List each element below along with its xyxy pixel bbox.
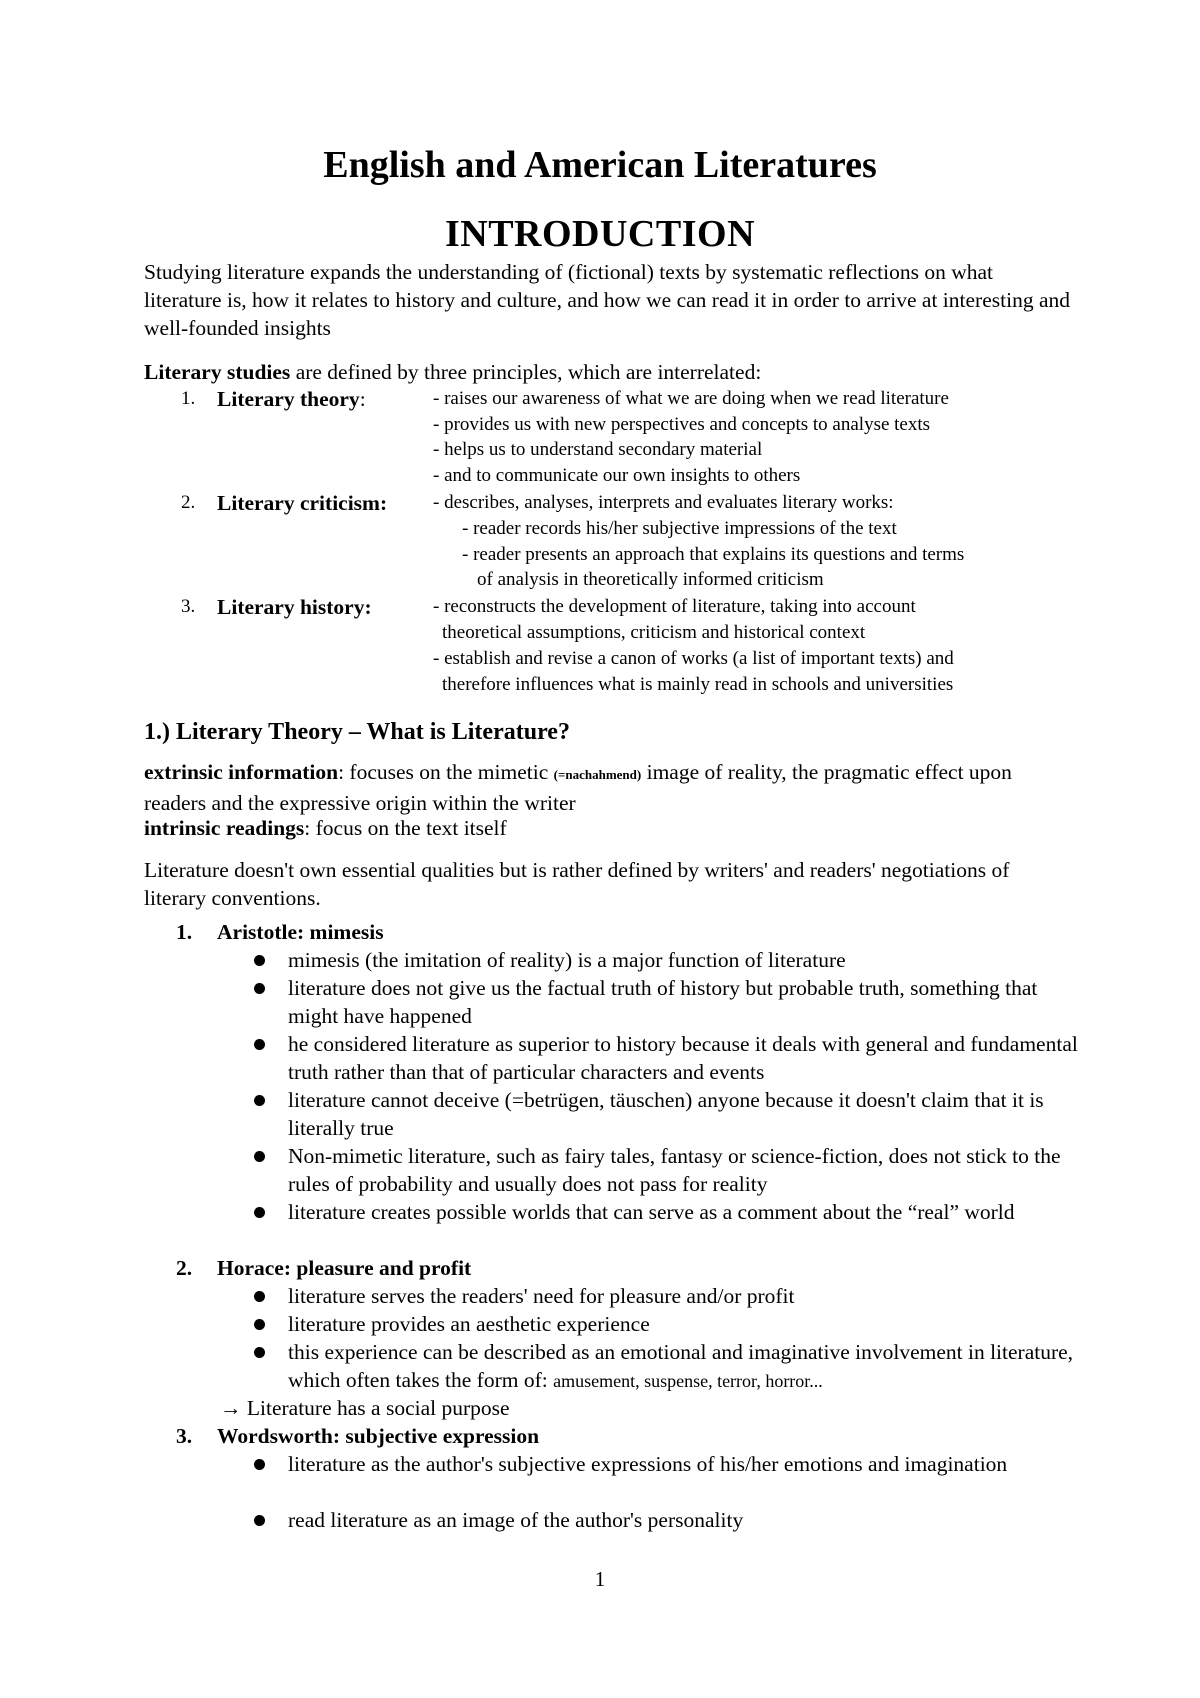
intrinsic-text: : focus on the text itself <box>304 816 507 840</box>
bullet-dot-icon <box>254 983 265 994</box>
bullet-item <box>250 1338 1080 1395</box>
numbered-heading-title: Wordsworth: subjective expression <box>217 1424 540 1448</box>
intro-paragraph: Studying literature expands the understanding of (fictional) texts by systematic reflections on what literature is, how it relates to history and culture, and how we can read it in order to arrive at interesting and well-founded insights <box>144 260 1070 340</box>
principle-line: - and to communicate our own insights to others <box>433 465 801 486</box>
bullet-dot-icon <box>254 1095 265 1106</box>
numbered-heading <box>176 1422 539 1450</box>
section-heading: 1.) Literary Theory – What is Literature? <box>144 719 570 745</box>
bullet-item <box>250 1142 1080 1198</box>
numbered-heading-title: Aristotle: mimesis <box>217 920 384 944</box>
principle-row <box>0 463 1200 489</box>
principle-row <box>0 620 1200 646</box>
principle-term: Literary history: <box>217 595 372 619</box>
principle-row <box>0 490 1200 516</box>
principle-number: 2. <box>181 492 196 513</box>
principle-line: - reader presents an approach that explains its questions and terms <box>462 544 965 565</box>
principle-line: - raises our awareness of what we are doing when we read literature <box>433 388 949 409</box>
bullet-item <box>250 946 1080 974</box>
principle-line: - helps us to understand secondary material <box>433 439 763 460</box>
numbered-heading-number: 3. <box>176 1424 193 1448</box>
bullet-dot-icon <box>254 1151 265 1162</box>
principle-line: - reader records his/her subjective impressions of the text <box>462 518 897 539</box>
principle-line: theoretical assumptions, criticism and historical context <box>442 622 866 643</box>
extrinsic-paragraph <box>144 758 1074 817</box>
extrinsic-text-a: : focuses on the mimetic <box>338 760 554 784</box>
introduction-heading: INTRODUCTION <box>444 213 756 255</box>
numbered-heading-number: 2. <box>176 1256 193 1280</box>
bullet-text-main: this experience can be described as an emotional and imaginative involvement in literature, which often takes the form of: <box>288 1340 1074 1392</box>
principle-line: of analysis in theoretically informed criticism <box>477 569 824 590</box>
principle-row <box>0 386 1200 412</box>
bullet-dot-icon <box>254 1515 265 1526</box>
extrinsic-gloss: (=nachahmend) <box>553 767 642 782</box>
intrinsic-term: intrinsic readings <box>144 816 305 840</box>
bullet-text-examples: amusement, suspense, terror, horror... <box>553 1371 823 1391</box>
arrow-note: → Literature has a social purpose <box>220 1396 510 1420</box>
extrinsic-term: extrinsic information <box>144 760 339 784</box>
principle-line: - provides us with new perspectives and concepts to analyse texts <box>433 414 931 435</box>
bullet-dot-icon <box>254 1459 265 1470</box>
principle-row <box>0 646 1200 672</box>
principle-row <box>0 516 1200 542</box>
numbered-heading-title: Horace: pleasure and profit <box>217 1256 472 1280</box>
extrinsic-text-b: image of reality, the pragmatic effect upon readers and the expressive origin within the writer <box>144 760 1012 815</box>
bullet-text <box>288 1338 1080 1395</box>
bullet-dot-icon <box>254 955 265 966</box>
principle-term <box>217 386 366 412</box>
principle-term-text: Literary theory <box>217 387 360 411</box>
numbered-heading-number: 1. <box>176 920 193 944</box>
bullet-item <box>250 1086 1080 1142</box>
principle-row <box>0 412 1200 438</box>
principle-row <box>0 437 1200 463</box>
bullet-text: mimesis (the imitation of reality) is a major function of literature <box>288 948 846 972</box>
bullet-item <box>250 1282 1080 1310</box>
principle-number: 3. <box>181 596 196 617</box>
bullet-text: literature does not give us the factual truth of history but probable truth, something that might have happened <box>288 976 1038 1028</box>
intrinsic-paragraph <box>144 814 1074 842</box>
literary-studies-lead <box>144 358 1074 386</box>
literary-studies-rest: are defined by three principles, which are interrelated: <box>290 360 762 384</box>
literary-studies-term: Literary studies <box>144 360 291 384</box>
page-number: 1 <box>594 1567 606 1591</box>
bullet-dot-icon <box>254 1207 265 1218</box>
principle-term-suffix: : <box>359 387 366 411</box>
numbered-heading <box>176 1254 471 1282</box>
bullet-item <box>250 974 1080 1030</box>
principle-row <box>0 567 1200 593</box>
bullet-dot-icon <box>254 1039 265 1050</box>
bullet-item <box>250 1310 1080 1338</box>
bullet-item <box>250 1030 1080 1086</box>
principle-line: - establish and revise a canon of works (a list of important texts) and <box>433 648 954 669</box>
bullet-text: read literature as an image of the author's personality <box>288 1508 744 1532</box>
bullet-text: literature cannot deceive (=betrügen, täuschen) anyone because it doesn't claim that it is literally true <box>288 1088 1044 1140</box>
bullet-item <box>250 1450 1080 1478</box>
bullet-text: literature as the author's subjective expressions of his/her emotions and imagination <box>288 1452 1008 1476</box>
principle-line: therefore influences what is mainly read in schools and universities <box>442 674 954 695</box>
principle-row <box>0 672 1200 698</box>
document-title: English and American Literatures <box>323 144 877 186</box>
principle-row <box>0 594 1200 620</box>
bullet-dot-icon <box>254 1291 265 1302</box>
numbered-heading <box>176 918 384 946</box>
bullet-text: literature creates possible worlds that can serve as a comment about the “real” world <box>288 1200 1015 1224</box>
principle-row <box>0 542 1200 568</box>
bullet-text: literature provides an aesthetic experience <box>288 1312 650 1336</box>
bullet-dot-icon <box>254 1347 265 1358</box>
principle-line: - describes, analyses, interprets and evaluates literary works: <box>433 492 894 513</box>
principle-number: 1. <box>181 388 196 409</box>
bullet-text: literature serves the readers' need for pleasure and/or profit <box>288 1284 795 1308</box>
conventions-paragraph: Literature doesn't own essential qualities but is rather defined by writers' and readers' negotiations of literary conventions. <box>144 858 1010 910</box>
bullet-text: he considered literature as superior to history because it deals with general and fundamental truth rather than that of particular characters and events <box>288 1032 1078 1084</box>
bullet-item <box>250 1506 1080 1534</box>
bullet-dot-icon <box>254 1319 265 1330</box>
bullet-item <box>250 1198 1080 1226</box>
principle-line: - reconstructs the development of literature, taking into account <box>433 596 916 617</box>
principle-term: Literary criticism: <box>217 491 388 515</box>
bullet-text: Non-mimetic literature, such as fairy tales, fantasy or science-fiction, does not stick to the rules of probability and usually does not pass for reality <box>288 1144 1061 1196</box>
